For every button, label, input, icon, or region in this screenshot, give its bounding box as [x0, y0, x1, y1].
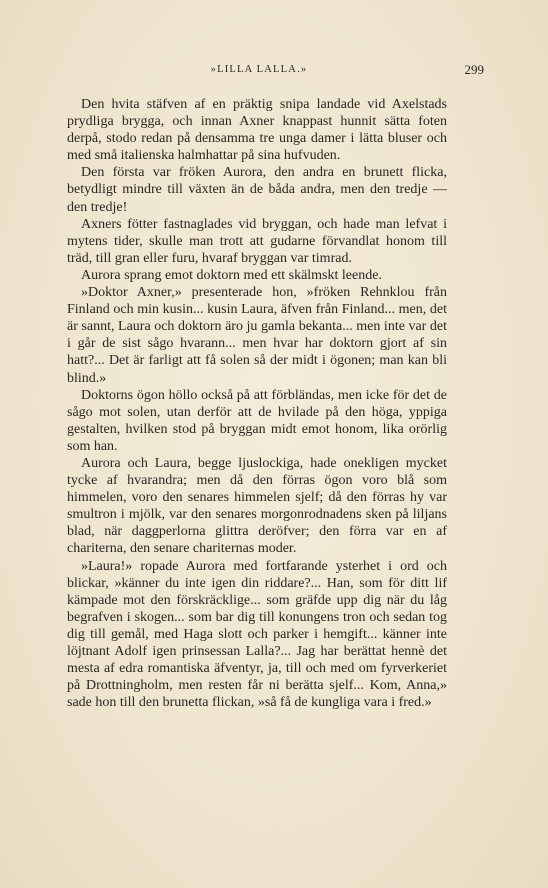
- paragraph: Den första var fröken Aurora, den andra en brunett flicka, betydligt mindre till växten än de båda andra, men den tredje — den tredje!: [67, 165, 447, 215]
- paragraph: Axners fötter fastnaglades vid bryggan, och hade man lefvat i mytens tider, skulle man trott att gudarne förvandlat honom till träd, till gran eller furu, hvaraf bryggan var timrad.: [67, 216, 447, 266]
- paragraph: »Doktor Axner,» presenterade hon, »fröken Rehnklou från Finland och min kusin... kusin Laura, äfven från Finland... men, det är sannt, Laura och doktorn äro ju gamla bekanta... men inte var det i går de sist sågo hvarann... men hvar har doktorn gjort af sin hatt?... Det är farligt att få solen så der midt i ögonen; man kan bli blind.»: [67, 285, 447, 386]
- page-number: 299: [464, 62, 484, 77]
- paragraph: Aurora sprang emot doktorn med ett skälmskt leende.: [81, 267, 382, 283]
- running-title: »LILLA LALLA.»: [210, 64, 308, 75]
- page-header: [70, 62, 484, 82]
- paragraph: Doktorns ögon höllo också på att förbländas, men icke för det de sågo mot solen, utan derför att de hvilade på den höga, yppiga gestalten, hvilken stod på bryggan midt emot honom, lika orörlig som han.: [67, 387, 447, 454]
- paragraph: Den hvita stäfven af en präktig snipa landade vid Axelstads prydliga brygga, och innan Axner knappast hunnit sätta foten derpå, stodo redan på densamma tre unga damer i lätta bluser och med små italienska halmhattar på sina hufvuden.: [67, 97, 447, 164]
- body-text: [67, 96, 447, 711]
- paragraph: Aurora och Laura, begge ljuslockiga, hade onekligen mycket tycke af hvarandra; men då den förras ögon voro blå som himmelen, voro den senares himmelen sjelf; då den förras hy var smultron i mjölk, var den senares morgonrodnadens sken på liljans blad, när daggperlorna glittra deröfver; den förra var en af chariterna, den senare chariternas moder.: [67, 455, 447, 557]
- paragraph: »Laura!» ropade Aurora med fortfarande ysterhet i ord och blickar, »känner du inte igen din riddare?... Han, som för ditt lif kämpade mot den förskräcklige... som gräfde upp dig när du låg begrafven i skogen... som bar dig till konungens tron och sedan tog dig till gemål, med Haga slott och parker i hemgift... känner inte löjtnant Adolf igen prinsessan Lalla?... Jag har berättat hennè det mesta af edra romantiska äfventyr, ja, till och med om fyrverkeriet på Drottningholm, men resten får ni berätta sjelf... Kom, Anna,» sade hon till den brunetta flickan, »så få de kungliga vara i fred.»: [67, 558, 447, 711]
